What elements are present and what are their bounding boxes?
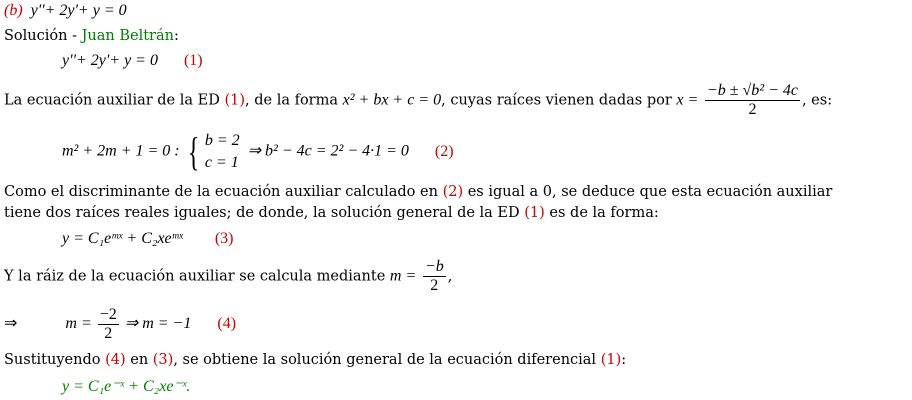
aux-x-eq: x =: [676, 91, 699, 109]
disc-text-4: es de la forma:: [544, 205, 659, 221]
problem-equation: y''+ 2y'+ y = 0: [30, 2, 127, 19]
equation-4-tag: (4): [217, 315, 237, 333]
final-text-2: en: [125, 352, 153, 368]
equation-4: [4, 306, 236, 343]
eq4-fraction: [98, 306, 119, 343]
colon: :: [173, 28, 179, 44]
root-comma: ,: [447, 268, 453, 285]
final-text-4: :: [621, 352, 627, 368]
root-numerator: −b: [424, 258, 444, 275]
aux-text-4: , es:: [801, 92, 833, 109]
aux-text-1: La ecuación auxiliar de la ED: [4, 92, 225, 109]
equation-2-rhs: ⇒ b² − 4c = 2² − 4·1 = 0: [247, 142, 409, 160]
final-ref-3: (3): [152, 352, 174, 368]
cases-brace: {: [187, 129, 199, 174]
disc-text-1: Como el discriminante de la ecuación auxiliar calculado en: [4, 184, 443, 200]
equation-2: [62, 130, 454, 174]
equation-3-tag: (3): [214, 230, 234, 247]
aux-text-3: , cuyas raíces vienen dadas por: [441, 92, 677, 109]
disc-ref-1: (1): [524, 205, 545, 221]
author-name: Juan Beltrán: [81, 28, 174, 44]
eq4-m-eq: m =: [65, 315, 92, 333]
equation-2-tag: (2): [434, 142, 454, 160]
disc-text-3: tiene dos raíces reales iguales; de donde, la solución general de la ED: [4, 205, 525, 221]
root-fraction: [423, 258, 446, 295]
auxiliary-paragraph: [4, 82, 832, 119]
disc-text-2: es igual a 0, se deduce que esta ecuación auxiliar: [463, 184, 833, 200]
root-m-eq: m =: [389, 267, 417, 285]
equation-1-tag: (1): [183, 52, 203, 69]
final-ref-1: (1): [600, 352, 622, 368]
root-denominator: 2: [430, 277, 439, 294]
equation-3-text: y = C₁eᵐˣ + C₂xeᵐˣ: [62, 230, 183, 247]
equation-2-lhs: m² + 2m + 1 = 0 :: [62, 142, 180, 160]
disc-ref-2: (2): [442, 184, 464, 200]
final-ref-4: (4): [105, 352, 126, 368]
discriminant-line-1: [4, 184, 832, 200]
final-text-3: , se obtiene la solución general de la ecuación diferencial: [173, 352, 601, 368]
equation-1-text: y''+ 2y'+ y = 0: [62, 52, 158, 69]
solution-label: Solución -: [4, 28, 82, 44]
problem-statement: (b) y''+ 2y'+ y = 0: [4, 2, 127, 19]
aux-text-2: , de la forma: [245, 92, 343, 109]
final-text-1: Sustituyendo: [4, 352, 106, 368]
implies-arrow: ⇒: [4, 315, 18, 333]
root-text: Y la ráiz de la ecuación auxiliar se calcula mediante: [4, 268, 390, 285]
aux-form: x² + bx + c = 0: [342, 91, 442, 109]
solution-header: [4, 28, 179, 44]
quadratic-denominator: 2: [748, 101, 757, 118]
eq4-rhs: ⇒ m = −1: [124, 315, 192, 333]
case-c: c = 1: [204, 154, 239, 171]
general-solution: y = C₁e⁻ˣ + C₂xe⁻ˣ.: [62, 378, 191, 395]
quadratic-formula: [705, 82, 800, 119]
equation-3: [62, 230, 234, 248]
aux-ref-1: (1): [224, 92, 245, 109]
eq4-numerator: −2: [99, 306, 117, 323]
equation-1: [62, 52, 203, 70]
root-line: [4, 258, 452, 295]
discriminant-line-2: [4, 205, 659, 221]
part-label: b: [9, 2, 18, 19]
case-b: b = 2: [204, 132, 240, 149]
quadratic-numerator: −b ± √b² − 4c: [706, 82, 798, 99]
final-paragraph: [4, 352, 626, 368]
cases: [205, 130, 240, 174]
eq4-denominator: 2: [104, 325, 113, 342]
